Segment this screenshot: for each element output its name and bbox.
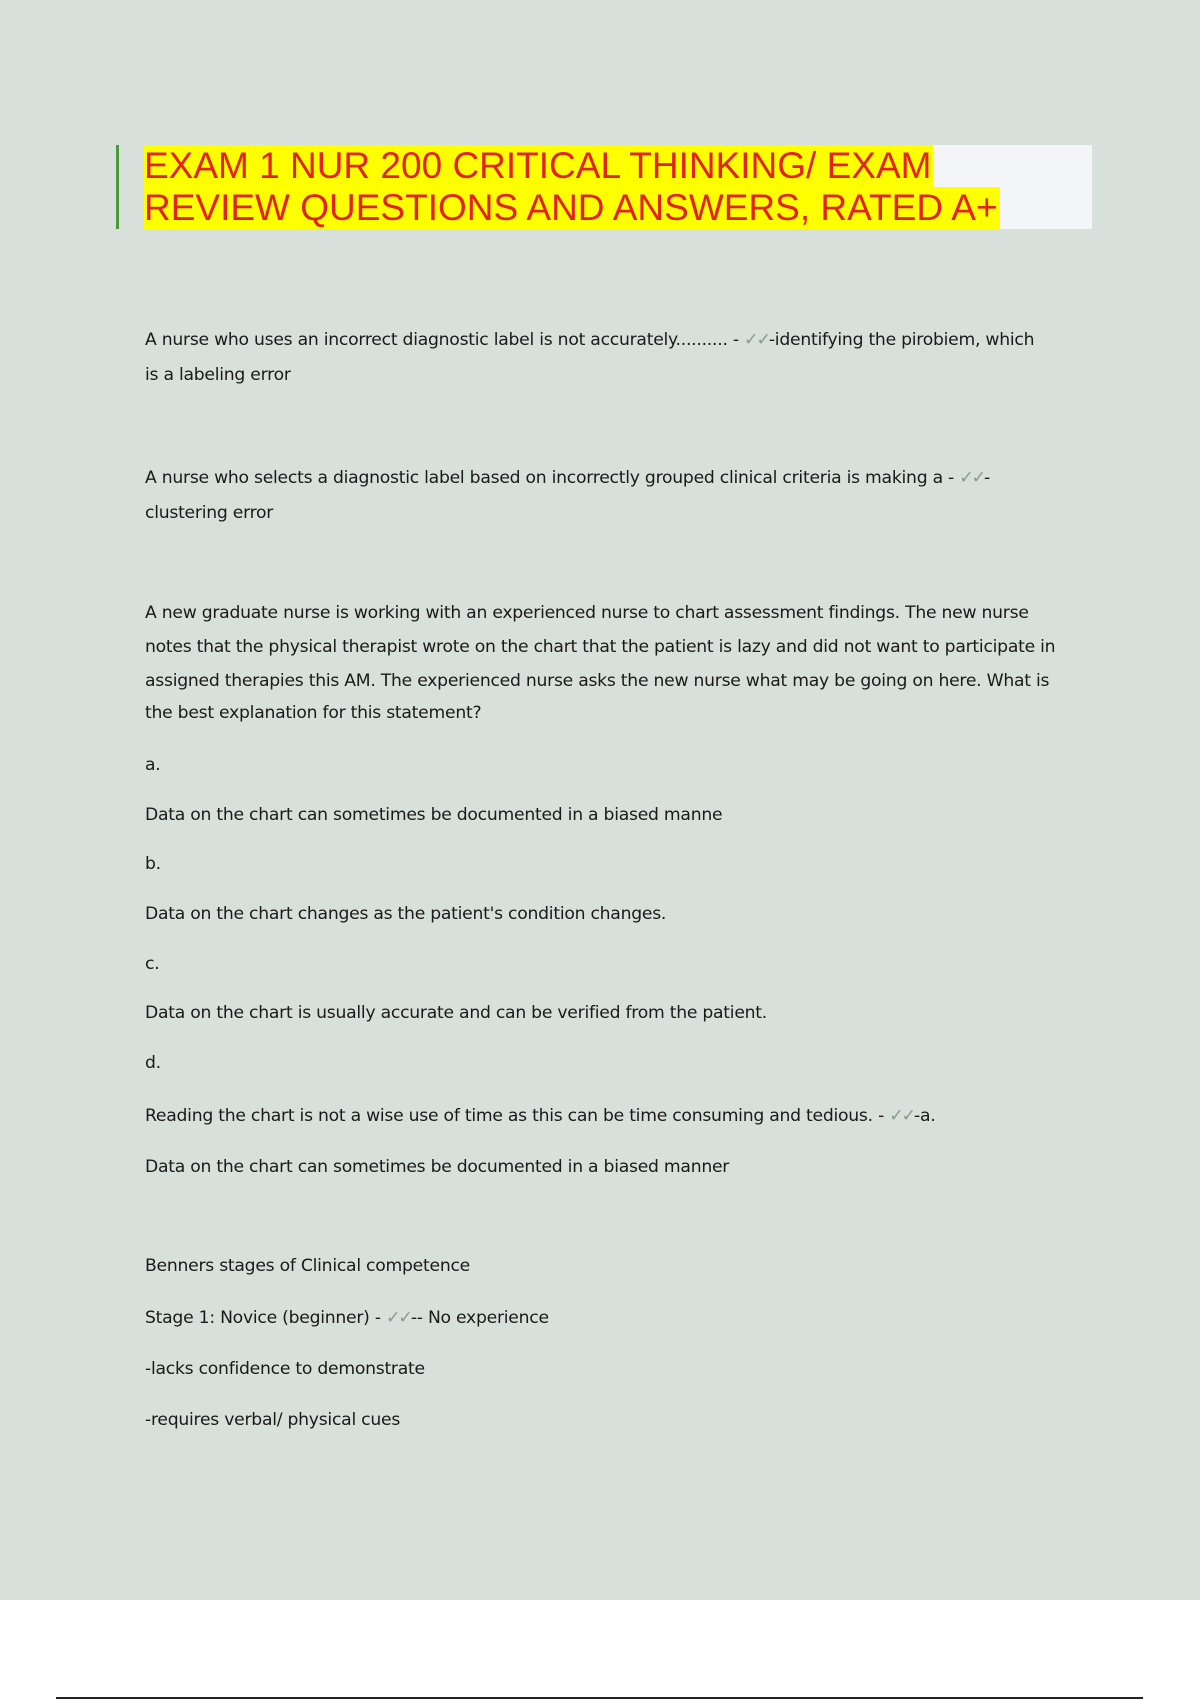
q2-line-2: clustering error	[145, 503, 274, 523]
q3-option-c-text: Data on the chart is usually accurate and can be verified from the patient.	[145, 1003, 767, 1023]
double-check-icon: ✓✓	[386, 1308, 411, 1328]
q1-suffix: -identifying the pirobiem, which	[768, 330, 1035, 350]
title-line-1: EXAM 1 NUR 200 CRITICAL THINKING/ EXAM	[144, 145, 932, 186]
q3-stem-line: the best explanation for this statement?	[145, 703, 482, 723]
q4-heading: Benners stages of Clinical competence	[145, 1256, 470, 1276]
q1-prefix: A nurse who uses an incorrect diagnostic label is not accurately.......... -	[145, 330, 745, 350]
q4-stage-suffix: -- No experience	[410, 1308, 549, 1328]
q4-note: -requires verbal/ physical cues	[145, 1410, 401, 1430]
q4-note: -lacks confidence to demonstrate	[145, 1359, 425, 1379]
q3-option-d-body: Reading the chart is not a wise use of time as this can be time consuming and tedious. -	[145, 1106, 890, 1126]
q3-option-d-text	[145, 1106, 936, 1126]
q3-option-d-letter: d.	[145, 1053, 161, 1073]
q2-suffix: -	[984, 468, 990, 488]
q2-line-1	[145, 468, 990, 488]
document-title	[116, 145, 1092, 229]
q3-option-c-letter: c.	[145, 954, 160, 974]
double-check-icon: ✓✓	[889, 1106, 915, 1126]
q3-option-b-text: Data on the chart changes as the patient's condition changes.	[145, 904, 667, 924]
q3-stem-line: A new graduate nurse is working with an experienced nurse to chart assessment findings. The new nurse	[145, 603, 1029, 623]
q4-stage-prefix: Stage 1: Novice (beginner) -	[145, 1308, 387, 1328]
q3-option-b-letter: b.	[145, 854, 161, 874]
q3-option-a-text: Data on the chart can sometimes be documented in a biased manne	[145, 805, 723, 825]
q3-answer-letter: -a.	[914, 1106, 936, 1126]
title-line-2: REVIEW QUESTIONS AND ANSWERS, RATED A+	[144, 187, 998, 228]
q3-stem-line: assigned therapies this AM. The experienced nurse asks the new nurse what may be going on here. What is	[145, 671, 1050, 691]
double-check-icon: ✓✓	[959, 468, 985, 488]
title-accent-bar	[116, 145, 119, 229]
footer-rule	[56, 1697, 1143, 1699]
q1-line-1	[145, 330, 1034, 350]
double-check-icon: ✓✓	[744, 330, 769, 350]
q3-answer-text: Data on the chart can sometimes be documented in a biased manner	[145, 1157, 730, 1177]
q3-stem-line: notes that the physical therapist wrote on the chart that the patient is lazy and did not want to participate in	[145, 637, 1056, 657]
q3-option-a-letter: a.	[145, 755, 161, 775]
q4-stage-line	[145, 1308, 549, 1328]
q1-line-2: is a labeling error	[145, 365, 291, 385]
q2-prefix: A nurse who selects a diagnostic label based on incorrectly grouped clinical criteria is making a -	[145, 468, 960, 488]
